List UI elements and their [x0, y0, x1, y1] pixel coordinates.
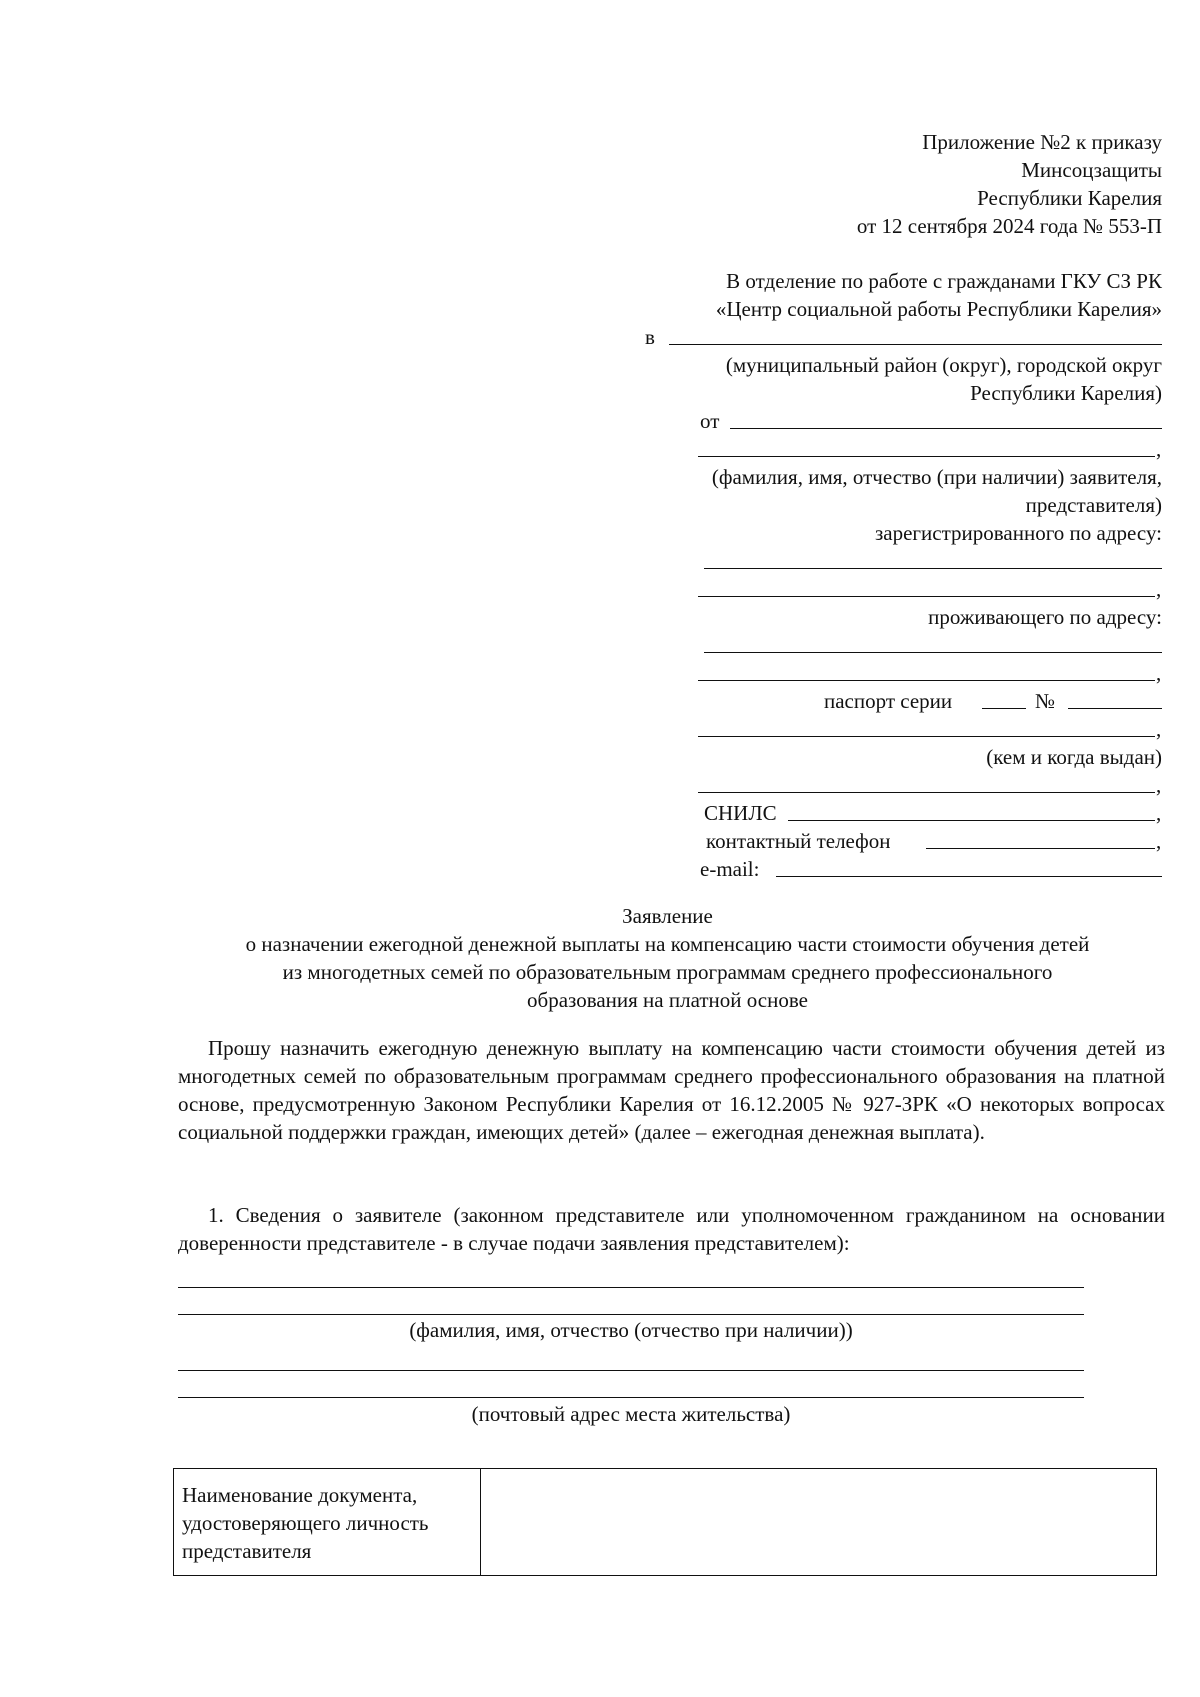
living-row-2 [560, 659, 1162, 687]
order-date-line: от 12 сентября 2024 года № 553-П [856, 214, 1162, 238]
registered-address-field-1[interactable] [704, 547, 1162, 569]
snils-row [560, 799, 1162, 827]
issued-caption: (кем и когда выдан) [986, 745, 1162, 769]
appendix-line: Приложение №2 к приказу [922, 130, 1162, 154]
registered-row-1 [560, 547, 1162, 575]
email-field[interactable] [776, 855, 1162, 877]
living-address-field-1[interactable] [704, 631, 1162, 653]
registered-label: зарегистрированного по адресу: [875, 521, 1162, 545]
passport-label: паспорт серии [824, 689, 953, 713]
postal-address-line-1[interactable] [178, 1370, 1084, 1371]
comma: , [1156, 829, 1162, 853]
district-caption-2: Республики Карелия) [970, 381, 1162, 405]
table-row [174, 1469, 1157, 1576]
request-paragraph: Прошу назначить ежегодную денежную выплату на компенсацию части стоимости обучения детей из многодетных семей по образовательным программам среднего профессионального образования на платной основе, предусмотренную Законом Республики Карелия от 16.12.2005 № 927-ЗРК «О некоторых вопросах социальной поддержки граждан, имеющих детей» (далее – ежегодная денежная выплата). [178, 1036, 1165, 1144]
in-label: в [645, 325, 655, 349]
comma: , [1156, 801, 1162, 825]
section-1-text: 1. Сведения о заявителе (законном представителе или уполномоченном гражданином на основании доверенности представителе - в случае подачи заявления представителем): [178, 1203, 1165, 1255]
addressee-line-1: В отделение по работе с гражданами ГКУ СЗ РК [726, 269, 1162, 293]
email-label: e-mail: [700, 857, 760, 881]
email-row [560, 855, 1162, 883]
document-name-label: Наименование документа, удостоверяющего личность представителя [174, 1469, 481, 1576]
district-row [560, 323, 1162, 351]
comma: , [1156, 437, 1162, 461]
title-word: Заявление [622, 904, 713, 928]
applicant-name-field-1[interactable] [730, 407, 1162, 429]
issued-row-2 [560, 771, 1162, 799]
snils-field[interactable] [788, 799, 1155, 821]
title-line-3: образования на платной основе [527, 988, 808, 1012]
document-name-value[interactable] [481, 1469, 1157, 1576]
phone-field[interactable] [926, 827, 1155, 849]
document-title [170, 902, 1165, 1014]
comma: , [1156, 661, 1162, 685]
addressee-line-2: «Центр социальной работы Республики Карелия» [715, 297, 1162, 321]
comma: , [1156, 773, 1162, 797]
registered-address-field-2[interactable] [698, 575, 1155, 597]
applicant-name-line-2[interactable] [178, 1314, 1084, 1315]
representative-document-table [173, 1468, 1157, 1576]
registered-row-2 [560, 575, 1162, 603]
passport-row [560, 687, 1162, 715]
comma: , [1156, 717, 1162, 741]
applicant-name-line-1[interactable] [178, 1287, 1084, 1288]
comma: , [1156, 577, 1162, 601]
living-label: проживающего по адресу: [928, 605, 1162, 629]
living-address-field-2[interactable] [698, 659, 1155, 681]
from-label: от [700, 409, 720, 433]
district-caption-1: (муниципальный район (округ), городской округ [725, 353, 1162, 377]
addressee-block [560, 267, 1162, 883]
title-line-1: о назначении ежегодной денежной выплаты на компенсацию части стоимости обучения детей [245, 932, 1090, 956]
living-row-1 [560, 631, 1162, 659]
passport-issued-field-2[interactable] [698, 771, 1155, 793]
passport-number-field[interactable] [1068, 687, 1162, 709]
title-line-2: из многодетных семей по образовательным программам среднего профессионального [282, 960, 1053, 984]
phone-row [560, 827, 1162, 855]
passport-row-2 [560, 715, 1162, 743]
republic-line: Республики Карелия [977, 186, 1162, 210]
postal-address-line-2[interactable] [178, 1397, 1084, 1398]
passport-issued-field[interactable] [698, 715, 1155, 737]
phone-label: контактный телефон [706, 829, 891, 853]
ministry-line: Минсоцзащиты [1021, 158, 1162, 182]
order-appendix-header [500, 128, 1162, 240]
name-caption: (фамилия, имя, отчество (отчество при наличии)) [409, 1318, 853, 1342]
district-field[interactable] [669, 323, 1162, 345]
name-caption-1: (фамилия, имя, отчество (при наличии) заявителя, [711, 465, 1162, 489]
address-caption: (почтовый адрес места жительства) [471, 1402, 791, 1426]
name-caption-2: представителя) [1025, 493, 1162, 517]
from-row [560, 407, 1162, 435]
name-row-2 [560, 435, 1162, 463]
passport-series-field[interactable] [982, 687, 1026, 709]
snils-label: СНИЛС [704, 801, 777, 825]
number-sign: № [1035, 689, 1056, 713]
applicant-name-field-2[interactable] [698, 435, 1155, 457]
